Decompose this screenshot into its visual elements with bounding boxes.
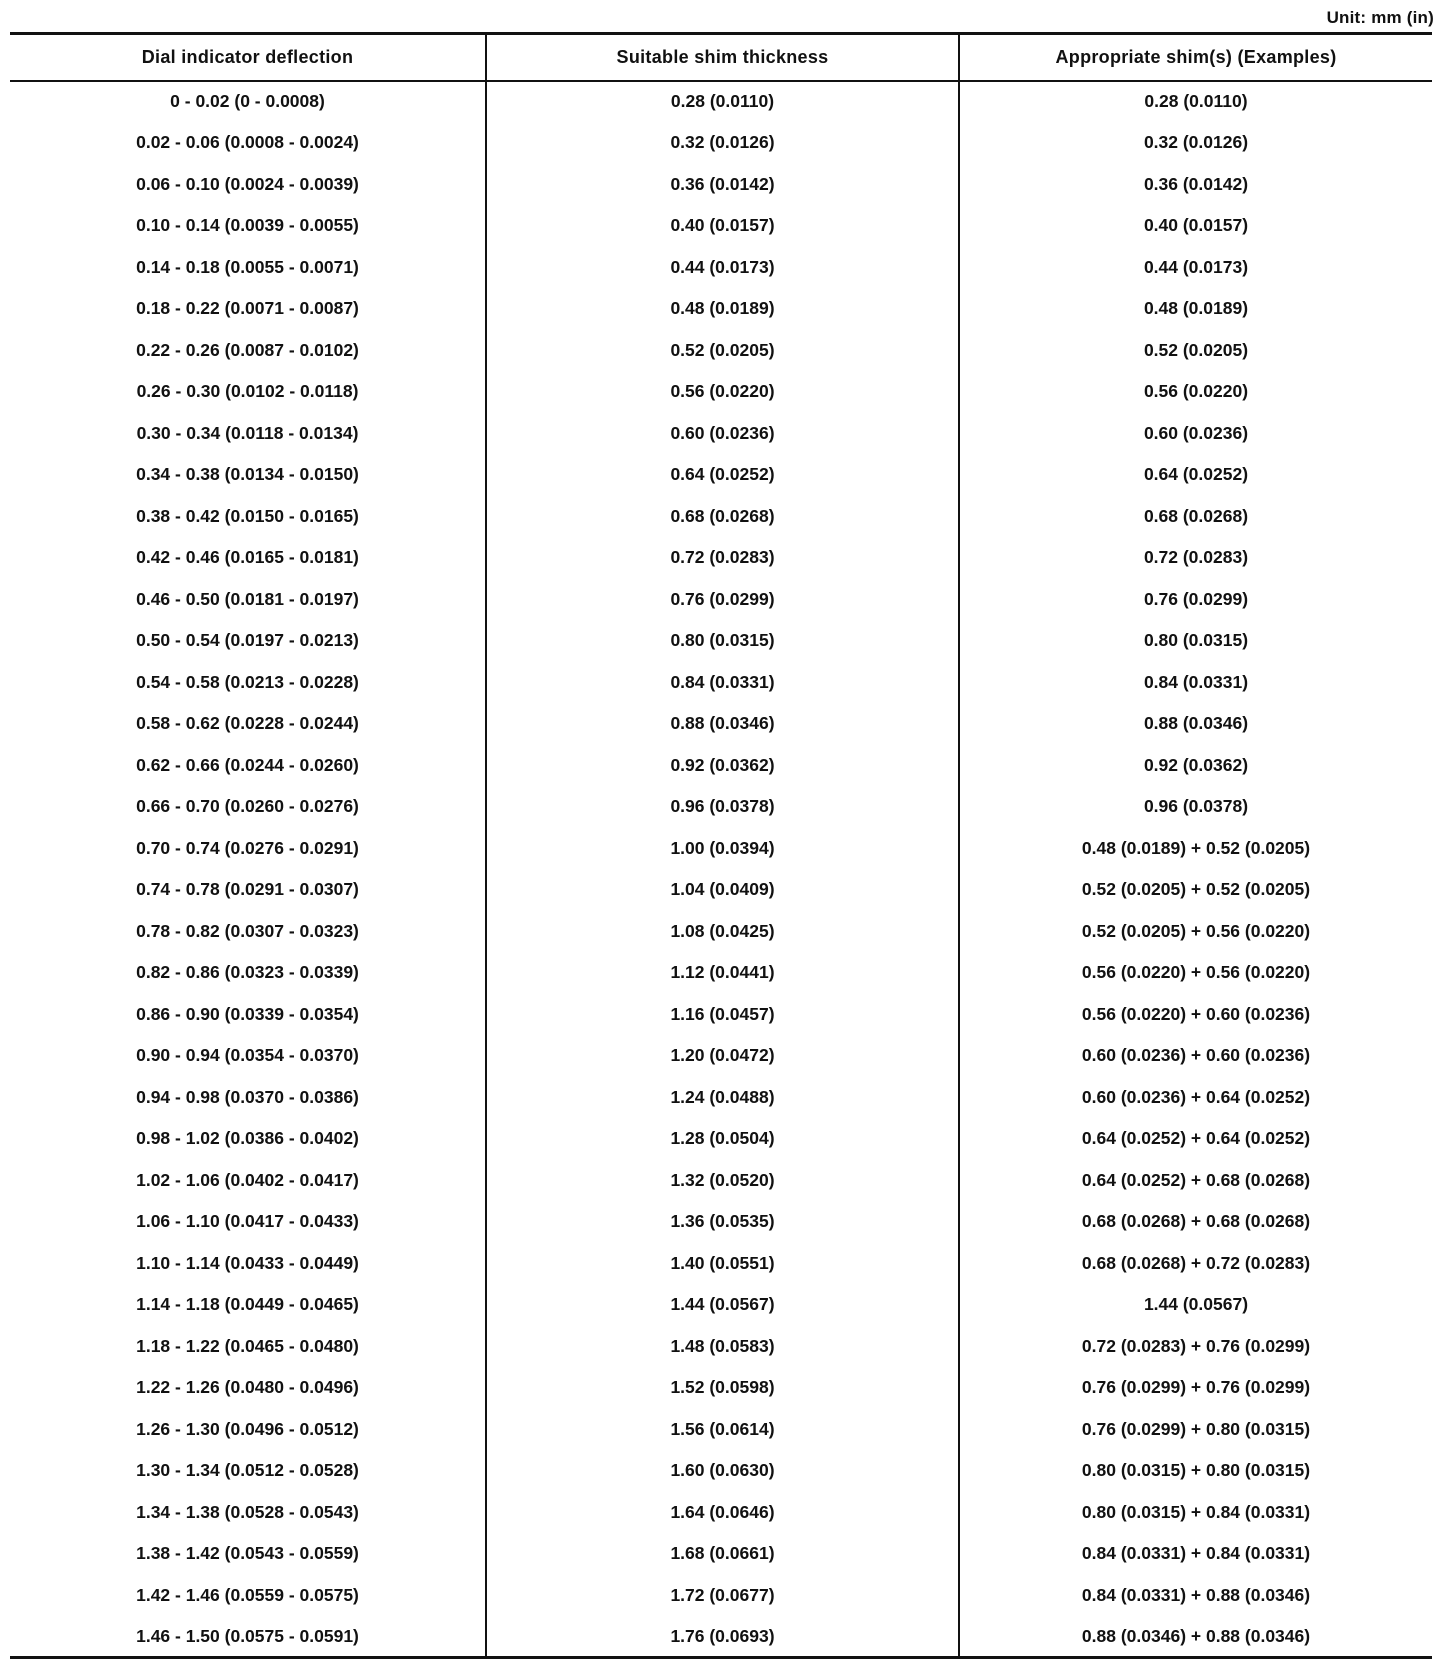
cell-appropriate-shims: 0.76 (0.0299) <box>1143 588 1249 609</box>
cell-appropriate-shims: 0.84 (0.0331) + 0.84 (0.0331) <box>1081 1543 1311 1564</box>
cell-appropriate-shims: 0.80 (0.0315) <box>1143 630 1249 651</box>
cell-dial-indicator-deflection: 0.26 - 0.30 (0.0102 - 0.0118) <box>10 371 486 413</box>
cell-suitable-shim-thickness: 0.64 (0.0252) <box>486 454 959 496</box>
cell-appropriate-shims: 0.80 (0.0315) + 0.80 (0.0315) <box>1081 1460 1311 1481</box>
cell-suitable-shim-thickness: 1.08 (0.0425) <box>486 911 959 953</box>
cell-dial-indicator-deflection: 1.06 - 1.10 (0.0417 - 0.0433) <box>10 1201 486 1243</box>
cell-dial-indicator-deflection: 0.90 - 0.94 (0.0354 - 0.0370) <box>10 1035 486 1077</box>
cell-appropriate-shims: 0.56 (0.0220) + 0.56 (0.0220) <box>1081 962 1311 983</box>
cell-dial-indicator-deflection: 0.82 - 0.86 (0.0323 - 0.0339) <box>10 952 486 994</box>
cell-dial-indicator-deflection: 0.74 - 0.78 (0.0291 - 0.0307) <box>10 869 486 911</box>
cell-suitable-shim-thickness: 1.04 (0.0409) <box>486 869 959 911</box>
table-row <box>10 496 1432 538</box>
cell-dial-indicator-deflection: 0.30 - 0.34 (0.0118 - 0.0134) <box>10 413 486 455</box>
cell-suitable-shim-thickness: 0.60 (0.0236) <box>486 413 959 455</box>
cell-appropriate-shims: 0.52 (0.0205) + 0.52 (0.0205) <box>1081 879 1311 900</box>
table-header <box>10 34 1432 81</box>
cell-appropriate-shims: 0.36 (0.0142) <box>1143 173 1249 194</box>
cell-appropriate-shims: 0.68 (0.0268) <box>1143 505 1249 526</box>
table-row <box>10 454 1432 496</box>
table-row <box>10 662 1432 704</box>
cell-dial-indicator-deflection: 1.34 - 1.38 (0.0528 - 0.0543) <box>10 1492 486 1534</box>
cell-dial-indicator-deflection: 0.06 - 0.10 (0.0024 - 0.0039) <box>10 164 486 206</box>
cell-appropriate-shims: 0.52 (0.0205) <box>1143 339 1249 360</box>
cell-suitable-shim-thickness: 1.36 (0.0535) <box>486 1201 959 1243</box>
cell-appropriate-shims: 0.60 (0.0236) <box>1143 422 1249 443</box>
table-row <box>10 1575 1432 1617</box>
cell-suitable-shim-thickness: 1.28 (0.0504) <box>486 1118 959 1160</box>
cell-suitable-shim-thickness: 1.32 (0.0520) <box>486 1160 959 1202</box>
cell-suitable-shim-thickness: 0.88 (0.0346) <box>486 703 959 745</box>
cell-suitable-shim-thickness: 1.60 (0.0630) <box>486 1450 959 1492</box>
cell-suitable-shim-thickness: 0.72 (0.0283) <box>486 537 959 579</box>
cell-dial-indicator-deflection: 0.58 - 0.62 (0.0228 - 0.0244) <box>10 703 486 745</box>
table-row <box>10 81 1432 123</box>
table-row <box>10 869 1432 911</box>
cell-dial-indicator-deflection: 0.98 - 1.02 (0.0386 - 0.0402) <box>10 1118 486 1160</box>
table-row <box>10 330 1432 372</box>
cell-appropriate-shims: 1.44 (0.0567) <box>1143 1294 1249 1315</box>
cell-appropriate-shims: 0.72 (0.0283) <box>1143 547 1249 568</box>
cell-appropriate-shims: 0.76 (0.0299) + 0.80 (0.0315) <box>1081 1418 1311 1439</box>
cell-suitable-shim-thickness: 0.84 (0.0331) <box>486 662 959 704</box>
cell-dial-indicator-deflection: 0.02 - 0.06 (0.0008 - 0.0024) <box>10 122 486 164</box>
table-row <box>10 1450 1432 1492</box>
table-row <box>10 1367 1432 1409</box>
cell-dial-indicator-deflection: 1.30 - 1.34 (0.0512 - 0.0528) <box>10 1450 486 1492</box>
shim-selection-table-container <box>10 32 1432 1659</box>
table-body <box>10 81 1432 1658</box>
cell-dial-indicator-deflection: 0.14 - 0.18 (0.0055 - 0.0071) <box>10 247 486 289</box>
cell-dial-indicator-deflection: 1.14 - 1.18 (0.0449 - 0.0465) <box>10 1284 486 1326</box>
table-row <box>10 1035 1432 1077</box>
table-row <box>10 703 1432 745</box>
cell-suitable-shim-thickness: 1.64 (0.0646) <box>486 1492 959 1534</box>
table-row <box>10 537 1432 579</box>
table-row <box>10 164 1432 206</box>
cell-suitable-shim-thickness: 1.68 (0.0661) <box>486 1533 959 1575</box>
table-row <box>10 1243 1432 1285</box>
cell-appropriate-shims: 0.28 (0.0110) <box>1144 91 1248 112</box>
cell-suitable-shim-thickness: 1.40 (0.0551) <box>486 1243 959 1285</box>
cell-dial-indicator-deflection: 0.50 - 0.54 (0.0197 - 0.0213) <box>10 620 486 662</box>
cell-suitable-shim-thickness: 0.36 (0.0142) <box>486 164 959 206</box>
cell-appropriate-shims: 0.64 (0.0252) + 0.64 (0.0252) <box>1081 1128 1311 1149</box>
cell-suitable-shim-thickness: 1.16 (0.0457) <box>486 994 959 1036</box>
cell-appropriate-shims: 0.80 (0.0315) + 0.84 (0.0331) <box>1081 1501 1311 1522</box>
table-row <box>10 1284 1432 1326</box>
unit-label: Unit: mm (in) <box>1326 8 1434 27</box>
table-row <box>10 1409 1432 1451</box>
cell-dial-indicator-deflection: 0.34 - 0.38 (0.0134 - 0.0150) <box>10 454 486 496</box>
cell-dial-indicator-deflection: 0.18 - 0.22 (0.0071 - 0.0087) <box>10 288 486 330</box>
cell-suitable-shim-thickness: 1.12 (0.0441) <box>486 952 959 994</box>
cell-suitable-shim-thickness: 0.28 (0.0110) <box>486 81 959 123</box>
cell-suitable-shim-thickness: 1.76 (0.0693) <box>486 1616 959 1658</box>
cell-dial-indicator-deflection: 0.42 - 0.46 (0.0165 - 0.0181) <box>10 537 486 579</box>
cell-dial-indicator-deflection: 0.22 - 0.26 (0.0087 - 0.0102) <box>10 330 486 372</box>
cell-dial-indicator-deflection: 0.10 - 0.14 (0.0039 - 0.0055) <box>10 205 486 247</box>
table-row <box>10 1492 1432 1534</box>
cell-appropriate-shims: 0.64 (0.0252) <box>1143 464 1249 485</box>
cell-appropriate-shims: 0.48 (0.0189) + 0.52 (0.0205) <box>1081 837 1311 858</box>
cell-appropriate-shims: 0.52 (0.0205) + 0.56 (0.0220) <box>1081 920 1311 941</box>
cell-suitable-shim-thickness: 0.52 (0.0205) <box>486 330 959 372</box>
cell-appropriate-shims: 0.68 (0.0268) + 0.68 (0.0268) <box>1081 1211 1311 1232</box>
cell-dial-indicator-deflection: 0.62 - 0.66 (0.0244 - 0.0260) <box>10 745 486 787</box>
cell-appropriate-shims: 0.88 (0.0346) + 0.88 (0.0346) <box>959 1616 1432 1658</box>
cell-dial-indicator-deflection: 0.86 - 0.90 (0.0339 - 0.0354) <box>10 994 486 1036</box>
cell-appropriate-shims: 0.68 (0.0268) + 0.72 (0.0283) <box>1081 1252 1311 1273</box>
cell-dial-indicator-deflection: 0.78 - 0.82 (0.0307 - 0.0323) <box>10 911 486 953</box>
cell-suitable-shim-thickness: 1.00 (0.0394) <box>486 828 959 870</box>
cell-suitable-shim-thickness: 0.40 (0.0157) <box>486 205 959 247</box>
cell-suitable-shim-thickness: 0.56 (0.0220) <box>486 371 959 413</box>
table-row <box>10 413 1432 455</box>
cell-suitable-shim-thickness: 1.48 (0.0583) <box>486 1326 959 1368</box>
table-row <box>10 1118 1432 1160</box>
cell-appropriate-shims: 0.92 (0.0362) <box>1143 754 1249 775</box>
cell-suitable-shim-thickness: 1.72 (0.0677) <box>486 1575 959 1617</box>
cell-suitable-shim-thickness: 0.76 (0.0299) <box>486 579 959 621</box>
table-row <box>10 1201 1432 1243</box>
cell-appropriate-shims: 0.60 (0.0236) + 0.60 (0.0236) <box>1081 1045 1311 1066</box>
header-dial-indicator-deflection: Dial indicator deflection <box>10 34 486 81</box>
cell-suitable-shim-thickness: 0.48 (0.0189) <box>486 288 959 330</box>
cell-appropriate-shims: 0.48 (0.0189) <box>1143 298 1249 319</box>
table-row <box>10 745 1432 787</box>
cell-suitable-shim-thickness: 0.92 (0.0362) <box>486 745 959 787</box>
cell-appropriate-shims: 0.60 (0.0236) + 0.64 (0.0252) <box>1081 1086 1311 1107</box>
header-suitable-shim-thickness: Suitable shim thickness <box>486 34 959 81</box>
shim-selection-table <box>10 32 1432 1659</box>
cell-dial-indicator-deflection: 0.46 - 0.50 (0.0181 - 0.0197) <box>10 579 486 621</box>
table-row <box>10 122 1432 164</box>
cell-appropriate-shims: 0.72 (0.0283) + 0.76 (0.0299) <box>1081 1335 1311 1356</box>
cell-suitable-shim-thickness: 0.32 (0.0126) <box>486 122 959 164</box>
cell-appropriate-shims: 0.84 (0.0331) <box>1143 671 1249 692</box>
cell-suitable-shim-thickness: 1.56 (0.0614) <box>486 1409 959 1451</box>
table-row <box>10 1326 1432 1368</box>
cell-dial-indicator-deflection: 1.26 - 1.30 (0.0496 - 0.0512) <box>10 1409 486 1451</box>
cell-dial-indicator-deflection: 1.22 - 1.26 (0.0480 - 0.0496) <box>10 1367 486 1409</box>
cell-dial-indicator-deflection: 1.18 - 1.22 (0.0465 - 0.0480) <box>10 1326 486 1368</box>
cell-suitable-shim-thickness: 1.44 (0.0567) <box>486 1284 959 1326</box>
cell-suitable-shim-thickness: 1.24 (0.0488) <box>486 1077 959 1119</box>
cell-suitable-shim-thickness: 0.96 (0.0378) <box>486 786 959 828</box>
cell-dial-indicator-deflection: 1.42 - 1.46 (0.0559 - 0.0575) <box>10 1575 486 1617</box>
cell-dial-indicator-deflection: 0.54 - 0.58 (0.0213 - 0.0228) <box>10 662 486 704</box>
cell-dial-indicator-deflection: 0 - 0.02 (0 - 0.0008) <box>10 81 486 123</box>
cell-appropriate-shims: 0.32 (0.0126) <box>1143 132 1249 153</box>
table-row <box>10 1077 1432 1119</box>
table-row <box>10 1160 1432 1202</box>
cell-appropriate-shims: 0.56 (0.0220) + 0.60 (0.0236) <box>1081 1003 1311 1024</box>
table-row <box>10 1533 1432 1575</box>
table-row <box>10 371 1432 413</box>
cell-appropriate-shims: 0.44 (0.0173) <box>1143 256 1249 277</box>
cell-dial-indicator-deflection: 1.10 - 1.14 (0.0433 - 0.0449) <box>10 1243 486 1285</box>
header-row <box>10 34 1432 81</box>
table-row <box>10 786 1432 828</box>
cell-appropriate-shims: 0.88 (0.0346) <box>1143 713 1249 734</box>
table-row <box>10 952 1432 994</box>
table-row <box>10 205 1432 247</box>
cell-dial-indicator-deflection: 0.94 - 0.98 (0.0370 - 0.0386) <box>10 1077 486 1119</box>
cell-dial-indicator-deflection: 1.38 - 1.42 (0.0543 - 0.0559) <box>10 1533 486 1575</box>
cell-appropriate-shims: 0.40 (0.0157) <box>1143 215 1249 236</box>
cell-suitable-shim-thickness: 1.52 (0.0598) <box>486 1367 959 1409</box>
table-row <box>10 911 1432 953</box>
cell-appropriate-shims: 0.84 (0.0331) + 0.88 (0.0346) <box>1081 1584 1311 1605</box>
cell-dial-indicator-deflection: 0.38 - 0.42 (0.0150 - 0.0165) <box>10 496 486 538</box>
table-row <box>10 1616 1432 1658</box>
cell-dial-indicator-deflection: 0.66 - 0.70 (0.0260 - 0.0276) <box>10 786 486 828</box>
header-appropriate-shims: Appropriate shim(s) (Examples) <box>959 34 1432 81</box>
table-row <box>10 579 1432 621</box>
cell-suitable-shim-thickness: 0.44 (0.0173) <box>486 247 959 289</box>
cell-dial-indicator-deflection: 1.02 - 1.06 (0.0402 - 0.0417) <box>10 1160 486 1202</box>
cell-suitable-shim-thickness: 0.68 (0.0268) <box>486 496 959 538</box>
table-row <box>10 247 1432 289</box>
cell-dial-indicator-deflection: 0.70 - 0.74 (0.0276 - 0.0291) <box>10 828 486 870</box>
table-row <box>10 288 1432 330</box>
cell-dial-indicator-deflection: 1.46 - 1.50 (0.0575 - 0.0591) <box>10 1616 486 1658</box>
table-row <box>10 994 1432 1036</box>
table-row <box>10 828 1432 870</box>
cell-appropriate-shims: 0.76 (0.0299) + 0.76 (0.0299) <box>1081 1377 1311 1398</box>
cell-appropriate-shims: 0.56 (0.0220) <box>1143 381 1249 402</box>
cell-appropriate-shims: 0.64 (0.0252) + 0.68 (0.0268) <box>1081 1169 1311 1190</box>
cell-suitable-shim-thickness: 1.20 (0.0472) <box>486 1035 959 1077</box>
table-row <box>10 620 1432 662</box>
cell-suitable-shim-thickness: 0.80 (0.0315) <box>486 620 959 662</box>
cell-appropriate-shims: 0.96 (0.0378) <box>1143 796 1249 817</box>
